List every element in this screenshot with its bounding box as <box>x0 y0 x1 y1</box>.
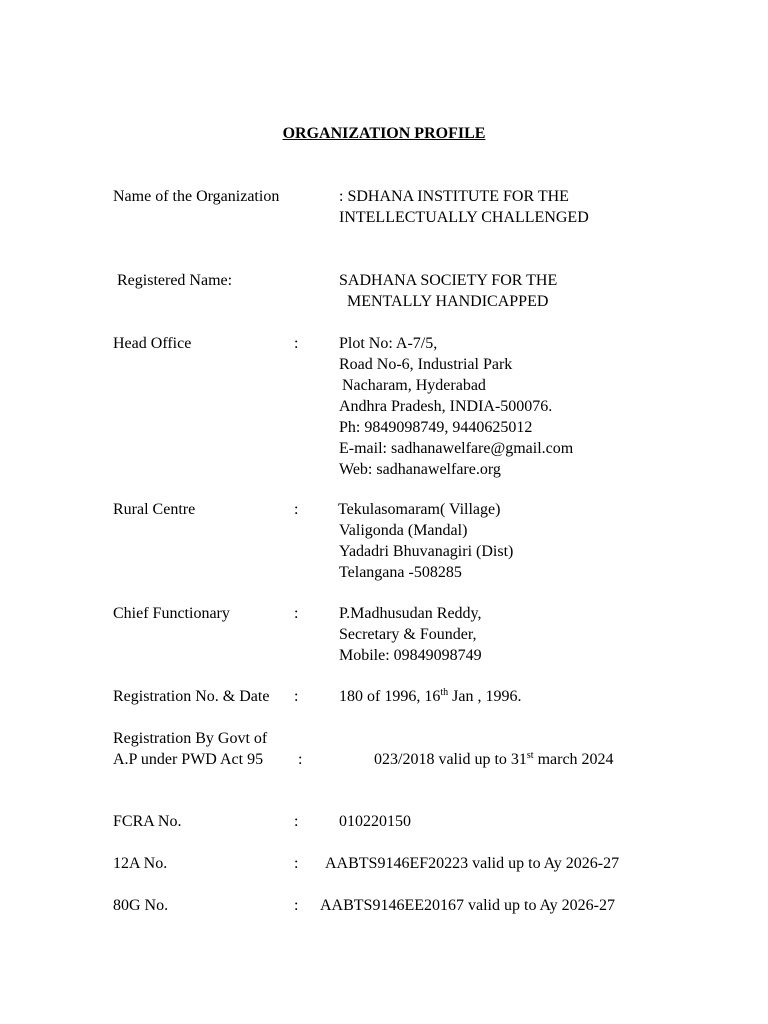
twelve-a-colon: : <box>294 855 299 872</box>
registration-value-text: Jan , 1996. <box>448 688 522 705</box>
registered-name-line: MENTALLY HANDICAPPED <box>347 293 549 310</box>
person-name: P.Madhusudan Reddy, <box>339 605 482 622</box>
email-line: E-mail: sadhanawelfare@gmail.com <box>339 440 574 457</box>
web-line: Web: sadhanawelfare.org <box>339 461 501 478</box>
registration-ordinal: th <box>440 687 449 698</box>
govt-registration-value-text: 023/2018 valid up to 31 <box>374 751 527 768</box>
address-line: Andhra Pradesh, INDIA-500076. <box>339 398 553 415</box>
head-office-label: Head Office <box>113 335 192 352</box>
org-name-value <box>339 186 589 228</box>
chief-functionary-value <box>339 603 482 666</box>
rural-centre-colon: : <box>294 501 299 518</box>
eighty-g-colon: : <box>294 897 299 914</box>
org-name-label: Name of the Organization <box>113 188 280 205</box>
chief-functionary-label: Chief Functionary <box>113 605 230 622</box>
registration-value-text: 180 of 1996, 16 <box>339 688 441 705</box>
registration-label: Registration No. & Date <box>113 688 270 705</box>
org-name-line: INTELLECTUALLY CHALLENGED <box>339 209 589 226</box>
govt-registration-label-line: A.P under PWD Act 95 <box>113 751 264 768</box>
registered-name-label: Registered Name: <box>117 272 233 289</box>
eighty-g-value: AABTS9146EE20167 valid up to Ay 2026-27 <box>320 897 615 914</box>
phone-line: Ph: 9849098749, 9440625012 <box>339 419 533 436</box>
address-line: Plot No: A-7/5, <box>339 335 438 352</box>
head-office-value <box>339 333 573 480</box>
govt-registration-ordinal: st <box>526 750 534 761</box>
org-name-line: : SDHANA INSTITUTE FOR THE <box>339 188 569 205</box>
govt-registration-label <box>113 728 267 770</box>
govt-registration-label-line: Registration By Govt of <box>113 730 268 747</box>
fcra-label: FCRA No. <box>113 813 182 830</box>
twelve-a-label: 12A No. <box>113 855 168 872</box>
govt-registration-colon: : <box>298 751 303 768</box>
chief-functionary-colon: : <box>294 605 299 622</box>
address-line: Tekulasomaram( Village) <box>338 501 501 518</box>
address-line: Valigonda (Mandal) <box>339 522 468 539</box>
eighty-g-label: 80G No. <box>113 897 169 914</box>
fcra-value: 010220150 <box>339 813 411 830</box>
head-office-colon: : <box>294 335 299 352</box>
registration-colon: : <box>294 688 299 705</box>
address-line: Telangana -508285 <box>339 564 462 581</box>
registration-value <box>339 686 521 707</box>
fcra-colon: : <box>294 813 299 830</box>
person-title: Secretary & Founder, <box>339 626 477 643</box>
registered-name-line: SADHANA SOCIETY FOR THE <box>339 272 558 289</box>
govt-registration-value-text: march 2024 <box>533 751 614 768</box>
rural-centre-value <box>338 499 513 583</box>
registered-name-value <box>339 270 557 312</box>
address-line: Yadadri Bhuvanagiri (Dist) <box>339 543 514 560</box>
twelve-a-value: AABTS9146EF20223 valid up to Ay 2026-27 <box>325 855 620 872</box>
address-line: Road No-6, Industrial Park <box>339 356 513 373</box>
rural-centre-label: Rural Centre <box>113 501 196 518</box>
address-line: Nacharam, Hyderabad <box>342 377 486 394</box>
page-title: ORGANIZATION PROFILE <box>282 125 486 142</box>
govt-registration-value <box>374 749 614 770</box>
mobile-line: Mobile: 09849098749 <box>339 647 482 664</box>
